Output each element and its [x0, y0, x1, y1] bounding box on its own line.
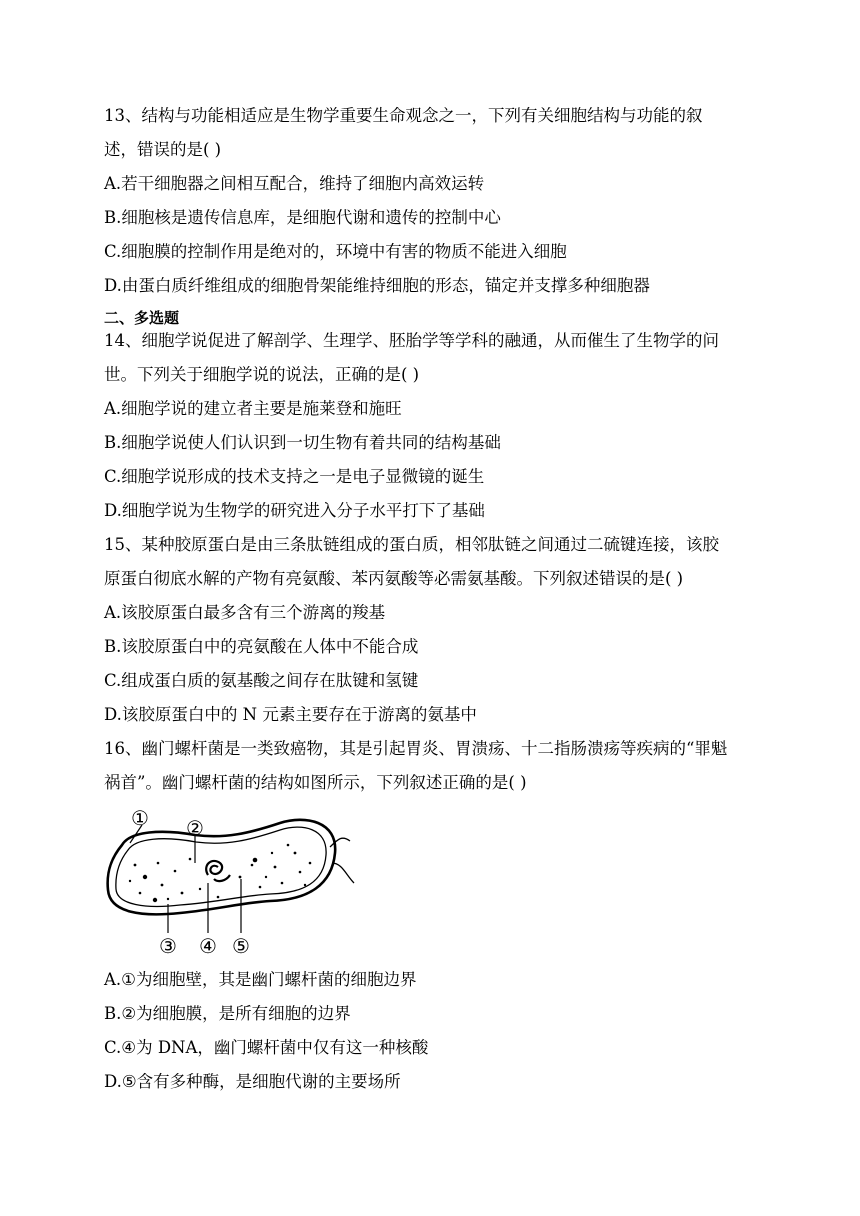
q13-option-a: A.若干细胞器之间相互配合，维持了细胞内高效运转: [104, 174, 485, 193]
label-1: ①: [131, 806, 149, 830]
q16-option-c: C.④为 DNA，幽门螺杆菌中仅有这一种核酸: [104, 1038, 429, 1057]
q14-option-b: B.细胞学说使人们认识到一切生物有着共同的结构基础: [104, 433, 501, 452]
q15-stem-line1: 15、某种胶原蛋白是由三条肽链组成的蛋白质，相邻肽链之间通过二硫键连接，该胶: [104, 535, 719, 554]
flagellum: [332, 863, 354, 883]
q14-option-d: D.细胞学说为生物学的研究进入分子水平打下了基础: [104, 501, 485, 520]
q15-option-b: B.该胶原蛋白中的亮氨酸在人体中不能合成: [104, 637, 419, 656]
q15-option-a: A.该胶原蛋白最多含有三个游离的羧基: [104, 603, 386, 622]
q16-option-b: B.②为细胞膜，是所有细胞的边界: [104, 1004, 351, 1023]
q13-option-d: D.由蛋白质纤维组成的细胞骨架能维持细胞的形态，锚定并支撑多种细胞器: [104, 276, 650, 295]
label-4: ④: [199, 934, 217, 958]
q13-stem-line1: 13、结构与功能相适应是生物学重要生命观念之一，下列有关细胞结构与功能的叙: [104, 106, 703, 125]
q14-option-a: A.细胞学说的建立者主要是施莱登和施旺: [104, 399, 402, 418]
q16-option-d: D.⑤含有多种酶，是细胞代谢的主要场所: [104, 1072, 401, 1091]
section-heading: 二、多选题: [104, 309, 180, 327]
label-2: ②: [186, 816, 204, 840]
q13-option-c: C.细胞膜的控制作用是绝对的，环境中有害的物质不能进入细胞: [104, 242, 567, 261]
q15-option-c: C.组成蛋白质的氨基酸之间存在肽键和氢键: [104, 671, 419, 690]
label-5: ⑤: [232, 934, 250, 958]
q16-stem-line1: 16、幽门螺杆菌是一类致癌物，其是引起胃炎、胃溃疡、十二指肠溃疡等疾病的“罪魁: [104, 739, 728, 758]
label-3: ③: [159, 934, 177, 958]
q14-option-c: C.细胞学说形成的技术支持之一是电子显微镜的诞生: [104, 467, 485, 486]
q16-option-a: A.①为细胞壁，其是幽门螺杆菌的细胞边界: [104, 970, 417, 989]
q15-option-d: D.该胶原蛋白中的 N 元素主要存在于游离的氨基中: [104, 705, 477, 724]
q16-stem-line2: 祸首”。幽门螺杆菌的结构如图所示，下列叙述正确的是( ): [104, 773, 527, 792]
bacterium-diagram: [100, 805, 360, 960]
q13-stem-line2: 述，错误的是( ): [104, 140, 222, 159]
q15-stem-line2: 原蛋白彻底水解的产物有亮氨酸、苯丙氨酸等必需氨基酸。下列叙述错误的是( ): [104, 569, 684, 588]
q14-stem-line2: 世。下列关于细胞学说的说法，正确的是( ): [104, 365, 420, 384]
nucleoid-dna: [206, 861, 230, 881]
q14-stem-line1: 14、细胞学说促进了解剖学、生理学、胚胎学等学科的融通，从而催生了生物学的问: [104, 331, 719, 350]
q13-option-b: B.细胞核是遗传信息库，是细胞代谢和遗传的控制中心: [104, 208, 501, 227]
cell-membrane-outline: [116, 827, 326, 906]
